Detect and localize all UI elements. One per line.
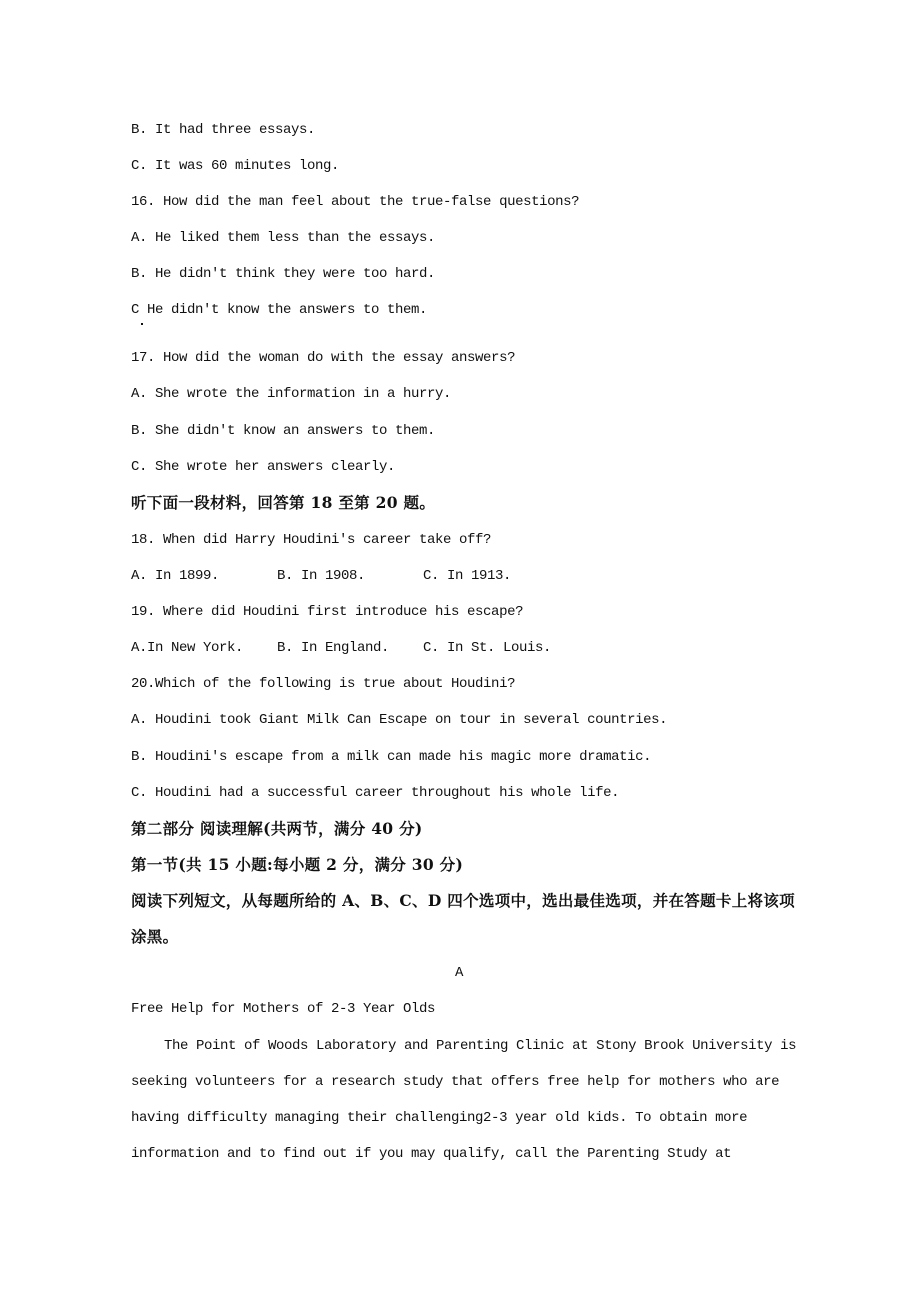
option-16a: A. He liked them less than the essays.	[131, 230, 436, 246]
instruction-18-20: 听下面一段材料，回答第 18 至第 20 题。	[131, 493, 436, 512]
passage-line-3: having difficulty managing their challenging2-3 year old kids. To obtain more	[131, 1110, 748, 1126]
question-16: 16. How did the man feel about the true-false questions?	[131, 194, 580, 210]
question-20: 20.Which of the following is true about Houdini?	[131, 676, 516, 692]
option-20a: A. Houdini took Giant Milk Can Escape on tour in several countries.	[131, 712, 668, 728]
option-15b: B. It had three essays.	[131, 122, 316, 138]
option-19a: A.In New York.	[131, 640, 244, 656]
options-19	[131, 639, 551, 657]
passage-line-1: The Point of Woods Laboratory and Parenting Clinic at Stony Brook University is	[164, 1038, 797, 1054]
stray-dot	[141, 323, 143, 325]
question-19: 19. Where did Houdini first introduce his escape?	[131, 604, 524, 620]
passage-line-2: seeking volunteers for a research study that offers free help for mothers who are	[131, 1074, 780, 1090]
option-17b: B. She didn't know an answers to them.	[131, 423, 436, 439]
question-18: 18. When did Harry Houdini's career take off?	[131, 532, 492, 548]
option-17c: C. She wrote her answers clearly.	[131, 459, 396, 475]
reading-instruction-cont: 涂黑。	[131, 927, 179, 946]
option-20b: B. Houdini's escape from a milk can made his magic more dramatic.	[131, 749, 652, 765]
passage-letter: A	[455, 965, 464, 981]
option-18a: A. In 1899.	[131, 568, 220, 584]
reading-instruction: 阅读下列短文，从每题所给的 A、B、C、D 四个选项中，选出最佳选项，并在答题卡上将该项	[131, 891, 795, 910]
part-2-heading: 第二部分 阅读理解(共两节，满分 40 分)	[131, 819, 423, 838]
option-16c: C He didn't know the answers to them.	[131, 302, 428, 318]
option-16b: B. He didn't think they were too hard.	[131, 266, 436, 282]
passage-title: Free Help for Mothers of 2-3 Year Olds	[131, 1001, 436, 1017]
option-19c: C. In St. Louis.	[423, 640, 552, 656]
option-19b: B. In England.	[277, 640, 390, 656]
options-18	[131, 567, 511, 585]
option-20c: C. Houdini had a successful career throughout his whole life.	[131, 785, 620, 801]
question-17: 17. How did the woman do with the essay answers?	[131, 350, 516, 366]
section-1-heading: 第一节(共 15 小题:每小题 2 分，满分 30 分)	[131, 855, 464, 874]
option-18c: C. In 1913.	[423, 568, 512, 584]
option-17a: A. She wrote the information in a hurry.	[131, 386, 452, 402]
option-18b: B. In 1908.	[277, 568, 366, 584]
passage-line-4: information and to find out if you may qualify, call the Parenting Study at	[131, 1146, 732, 1162]
option-15c: C. It was 60 minutes long.	[131, 158, 340, 174]
